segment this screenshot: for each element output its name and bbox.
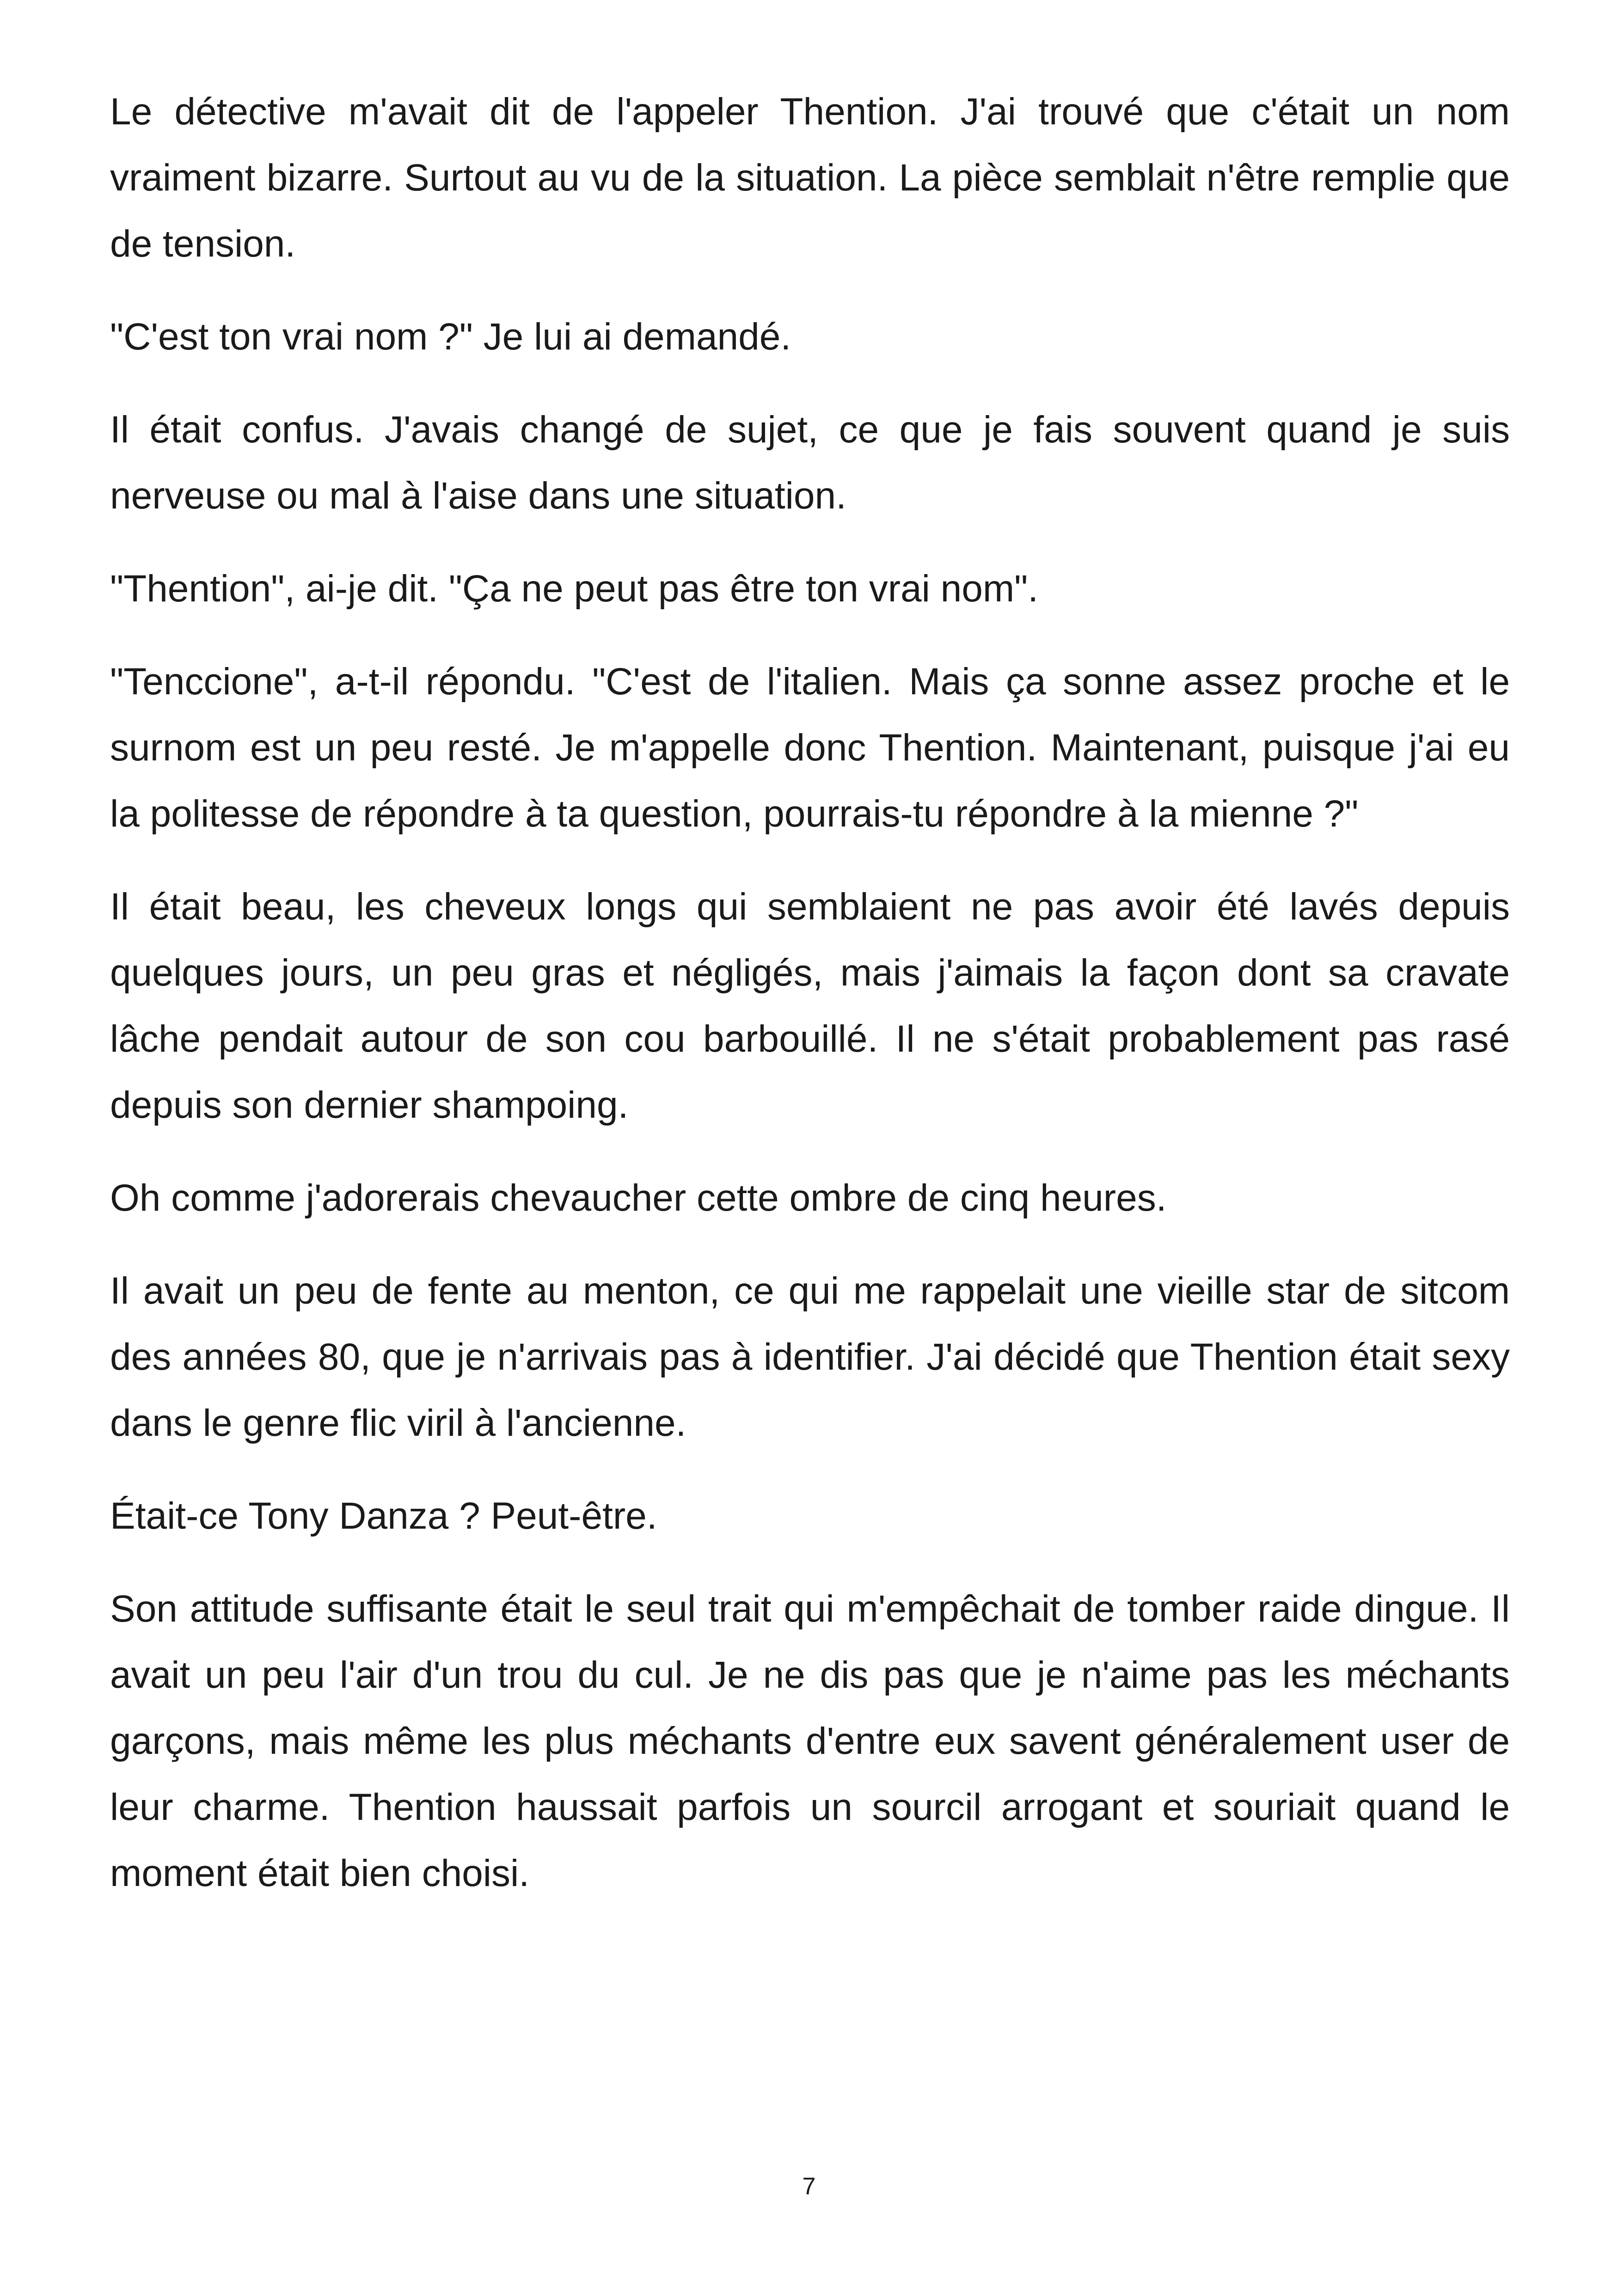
paragraph-1: Le détective m'avait dit de l'appeler Thention. J'ai trouvé que c'était un nom vraiment bizarre. Surtout au vu de la situation. La pièce semblait n'être remplie que de tension. [110, 91, 1510, 265]
paragraph-7: Oh comme j'adorerais chevaucher cette ombre de cinq heures. [110, 1177, 1167, 1219]
paragraph-2: "C'est ton vrai nom ?" Je lui ai demandé. [110, 316, 791, 358]
paragraph-4: "Thention", ai-je dit. "Ça ne peut pas être ton vrai nom". [110, 568, 1039, 610]
page-number: 7 [802, 2173, 816, 2200]
paragraph-6: Il était beau, les cheveux longs qui semblaient ne pas avoir été lavés depuis quelques jours, un peu gras et négligés, mais j'aimais la façon dont sa cravate lâche pendait autour de son cou barbouillé. Il ne s'était probablement pas rasé depuis son dernier shampoing. [110, 886, 1510, 1126]
body-text [110, 79, 1510, 1933]
paragraph-3: Il était confus. J'avais changé de sujet, ce que je fais souvent quand je suis nerveuse ou mal à l'aise dans une situation. [110, 409, 1510, 517]
paragraph-9: Était-ce Tony Danza ? Peut-être. [110, 1495, 657, 1537]
paragraph-8: Il avait un peu de fente au menton, ce qui me rappelait une vieille star de sitcom des années 80, que je n'arrivais pas à identifier. J'ai décidé que Thention était sexy dans le genre flic viril à l'ancienne. [110, 1270, 1510, 1444]
paragraph-5: "Tenccione", a-t-il répondu. "C'est de l'italien. Mais ça sonne assez proche et le surnom est un peu resté. Je m'appelle donc Thention. Maintenant, puisque j'ai eu la politesse de répondre à ta question, pourrais-tu répondre à la mienne ?" [110, 661, 1510, 835]
paragraph-10: Son attitude suffisante était le seul trait qui m'empêchait de tomber raide dingue. Il avait un peu l'air d'un trou du cul. Je ne dis pas que je n'aime pas les méchants garçons, mais même les plus méchants d'entre eux savent généralement user de leur charme. Thention haussait parfois un sourcil arrogant et souriait quand le moment était bien choisi. [110, 1588, 1510, 1894]
